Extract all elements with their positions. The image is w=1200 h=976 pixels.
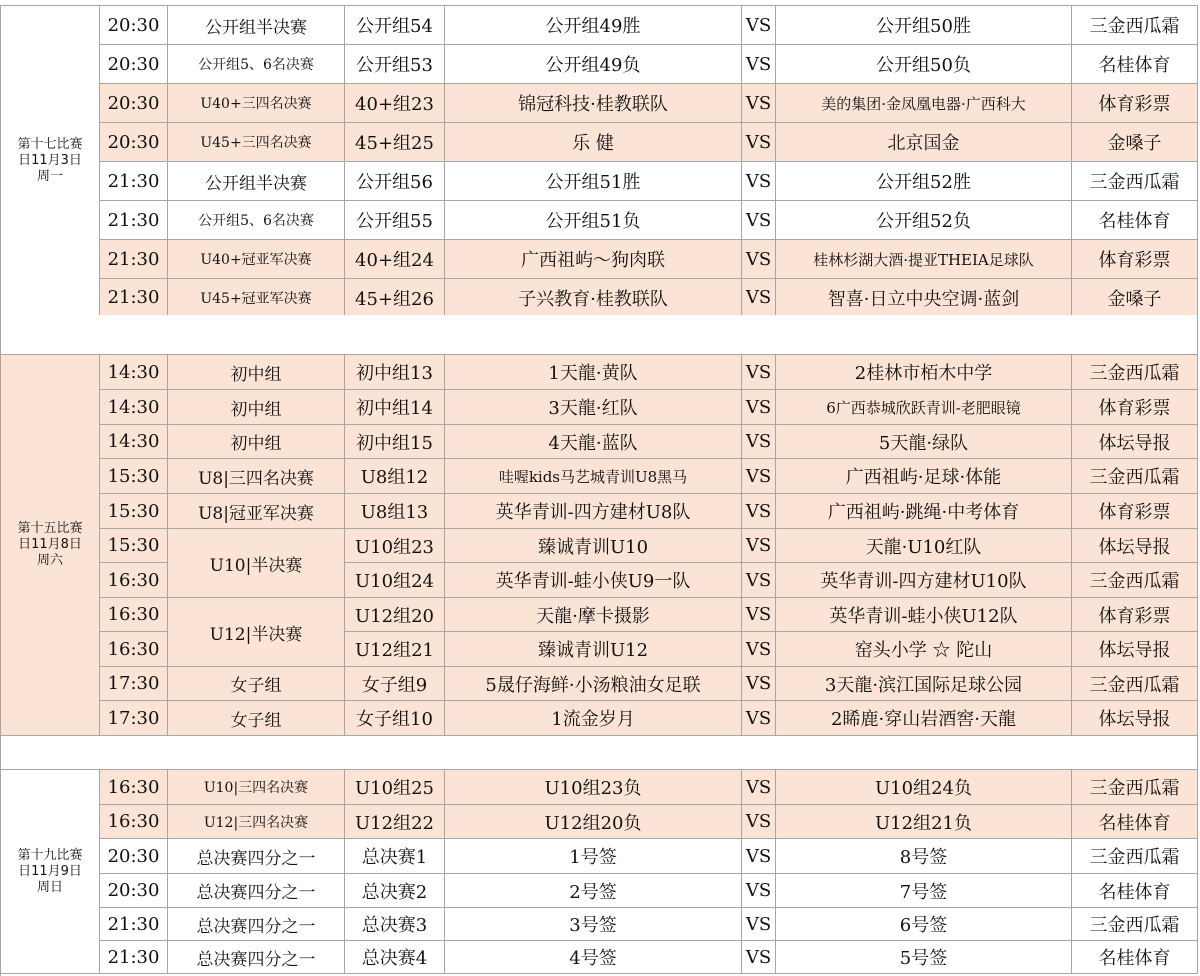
group-cell: 总决赛四分之一 <box>168 941 345 974</box>
away-team-cell: 公开组52胜 <box>776 162 1072 201</box>
vs-cell: VS <box>742 770 776 805</box>
sponsor-cell: 三金西瓜霜 <box>1072 162 1198 201</box>
vs-cell: VS <box>742 701 776 736</box>
sponsor-cell: 名桂体育 <box>1072 201 1198 240</box>
group-cell: 初中组 <box>168 390 345 425</box>
group-cell: 总决赛四分之一 <box>168 839 345 874</box>
vs-cell: VS <box>742 598 776 632</box>
home-team-cell: 乐 健 <box>445 123 742 162</box>
home-team-cell: 1号签 <box>445 839 742 874</box>
vs-cell: VS <box>742 45 776 84</box>
sponsor-cell: 体育彩票 <box>1072 390 1198 425</box>
sponsor-cell: 名桂体育 <box>1072 45 1198 84</box>
sponsor-cell: 三金西瓜霜 <box>1072 459 1198 494</box>
match-id-cell: 总决赛1 <box>345 839 445 874</box>
away-team-cell: 英华青训-蛙小侠U12队 <box>776 598 1072 632</box>
time-cell: 16:30 <box>100 770 168 805</box>
home-team-cell: 3号签 <box>445 908 742 941</box>
group-cell: 公开组半决赛 <box>168 6 345 45</box>
match-id-cell: U8组13 <box>345 494 445 529</box>
home-team-cell: 公开组51胜 <box>445 162 742 201</box>
vs-cell: VS <box>742 279 776 317</box>
sponsor-cell: 体坛导报 <box>1072 425 1198 459</box>
time-cell: 15:30 <box>100 494 168 529</box>
time-cell: 16:30 <box>100 598 168 632</box>
group-cell: 公开组5、6名决赛 <box>168 201 345 240</box>
match-id-cell: U10组23 <box>345 529 445 563</box>
sponsor-cell: 名桂体育 <box>1072 874 1198 908</box>
away-team-cell: 美的集团·金凤凰电器·广西科大 <box>776 84 1072 123</box>
sponsor-cell: 体育彩票 <box>1072 494 1198 529</box>
home-team-cell: 1天龍·黄队 <box>445 355 742 390</box>
group-cell: 女子组 <box>168 701 345 736</box>
group-cell: U40+三四名决赛 <box>168 84 345 123</box>
away-team-cell: 2睎鹿·穿山岩酒窖·天龍 <box>776 701 1072 736</box>
group-cell: 初中组 <box>168 355 345 390</box>
match-id-cell: 初中组13 <box>345 355 445 390</box>
vs-cell: VS <box>742 908 776 941</box>
match-id-cell: 45+组25 <box>345 123 445 162</box>
group-cell: U10|半决赛 <box>168 529 345 598</box>
sponsor-cell: 金嗓子 <box>1072 123 1198 162</box>
match-id-cell: 初中组15 <box>345 425 445 459</box>
section-separator-row <box>1 315 1198 355</box>
time-cell: 16:30 <box>100 563 168 598</box>
time-cell: 14:30 <box>100 355 168 390</box>
away-team-cell: 6广西恭城欣跃青训-老肥眼镜 <box>776 390 1072 425</box>
away-team-cell: 公开组50负 <box>776 45 1072 84</box>
sponsor-cell: 体育彩票 <box>1072 240 1198 279</box>
vs-cell: VS <box>742 355 776 390</box>
time-cell: 14:30 <box>100 390 168 425</box>
group-cell: U45+三四名决赛 <box>168 123 345 162</box>
away-team-cell: 英华青训-四方建材U10队 <box>776 563 1072 598</box>
time-cell: 20:30 <box>100 839 168 874</box>
home-team-cell: 公开组51负 <box>445 201 742 240</box>
match-id-cell: 40+组23 <box>345 84 445 123</box>
away-team-cell: 智喜·日立中央空调·蓝剑 <box>776 279 1072 317</box>
vs-cell: VS <box>742 6 776 45</box>
home-team-cell: 锦冠科技·桂教联队 <box>445 84 742 123</box>
section-separator-row <box>1 736 1198 770</box>
match-id-cell: 总决赛4 <box>345 941 445 974</box>
home-team-cell: U10组23负 <box>445 770 742 805</box>
group-cell: U8|三四名决赛 <box>168 459 345 494</box>
match-id-cell: 40+组24 <box>345 240 445 279</box>
group-cell: U12|半决赛 <box>168 598 345 667</box>
away-team-cell: 天龍·U10红队 <box>776 529 1072 563</box>
match-id-cell: U12组20 <box>345 598 445 632</box>
match-id-cell: 公开组53 <box>345 45 445 84</box>
sponsor-cell: 三金西瓜霜 <box>1072 667 1198 701</box>
match-id-cell: U10组25 <box>345 770 445 805</box>
match-id-cell: 总决赛3 <box>345 908 445 941</box>
day-label-cell: 第十七比赛 日11月3日 周一 <box>1 6 100 317</box>
group-cell: U12|三四名决赛 <box>168 805 345 839</box>
home-team-cell: 4号签 <box>445 941 742 974</box>
home-team-cell: 5晟仔海鲜·小汤粮油女足联 <box>445 667 742 701</box>
vs-cell: VS <box>742 874 776 908</box>
away-team-cell: 窑头小学 ☆ 陀山 <box>776 632 1072 667</box>
home-team-cell: 1流金岁月 <box>445 701 742 736</box>
time-cell: 21:30 <box>100 240 168 279</box>
vs-cell: VS <box>742 941 776 974</box>
away-team-cell: 5号签 <box>776 941 1072 974</box>
home-team-cell: 天龍·摩卡摄影 <box>445 598 742 632</box>
home-team-cell: 广西祖屿～狗肉联 <box>445 240 742 279</box>
sponsor-cell: 三金西瓜霜 <box>1072 355 1198 390</box>
vs-cell: VS <box>742 563 776 598</box>
home-team-cell: 臻诚青训U12 <box>445 632 742 667</box>
home-team-cell: 哇喔kids马艺城青训U8黑马 <box>445 459 742 494</box>
group-cell: 公开组5、6名决赛 <box>168 45 345 84</box>
sponsor-cell: 三金西瓜霜 <box>1072 908 1198 941</box>
day-label-cell: 第十五比赛 日11月8日 周六 <box>1 355 100 736</box>
group-cell: 总决赛四分之一 <box>168 908 345 941</box>
vs-cell: VS <box>742 632 776 667</box>
match-id-cell: 总决赛2 <box>345 874 445 908</box>
group-cell: 总决赛四分之一 <box>168 874 345 908</box>
time-cell: 21:30 <box>100 908 168 941</box>
match-id-cell: U10组24 <box>345 563 445 598</box>
home-team-cell: 3天龍·红队 <box>445 390 742 425</box>
vs-cell: VS <box>742 459 776 494</box>
home-team-cell: 2号签 <box>445 874 742 908</box>
home-team-cell: U12组20负 <box>445 805 742 839</box>
home-team-cell: 英华青训-蛙小侠U9一队 <box>445 563 742 598</box>
sponsor-cell: 名桂体育 <box>1072 941 1198 974</box>
sponsor-cell: 三金西瓜霜 <box>1072 6 1198 45</box>
time-cell: 16:30 <box>100 632 168 667</box>
sponsor-cell: 金嗓子 <box>1072 279 1198 317</box>
match-id-cell: 初中组14 <box>345 390 445 425</box>
away-team-cell: 桂林杉湖大酒·提亚THEIA足球队 <box>776 240 1072 279</box>
group-cell: U10|三四名决赛 <box>168 770 345 805</box>
vs-cell: VS <box>742 805 776 839</box>
group-cell: U40+冠亚军决赛 <box>168 240 345 279</box>
vs-cell: VS <box>742 425 776 459</box>
vs-cell: VS <box>742 162 776 201</box>
time-cell: 16:30 <box>100 805 168 839</box>
day-label-cell: 第十九比赛 日11月9日 周日 <box>1 770 100 974</box>
time-cell: 20:30 <box>100 45 168 84</box>
sponsor-cell: 体坛导报 <box>1072 529 1198 563</box>
vs-cell: VS <box>742 84 776 123</box>
vs-cell: VS <box>742 240 776 279</box>
time-cell: 17:30 <box>100 667 168 701</box>
time-cell: 15:30 <box>100 529 168 563</box>
home-team-cell: 公开组49胜 <box>445 6 742 45</box>
match-id-cell: 公开组56 <box>345 162 445 201</box>
time-cell: 21:30 <box>100 162 168 201</box>
match-id-cell: 45+组26 <box>345 279 445 317</box>
time-cell: 20:30 <box>100 6 168 45</box>
sponsor-cell: 三金西瓜霜 <box>1072 563 1198 598</box>
sponsor-cell: 体坛导报 <box>1072 701 1198 736</box>
away-team-cell: 公开组52负 <box>776 201 1072 240</box>
time-cell: 21:30 <box>100 941 168 974</box>
sponsor-cell: 体育彩票 <box>1072 84 1198 123</box>
home-team-cell: 4天龍·蓝队 <box>445 425 742 459</box>
match-id-cell: 公开组54 <box>345 6 445 45</box>
time-cell: 20:30 <box>100 123 168 162</box>
sponsor-cell: 三金西瓜霜 <box>1072 839 1198 874</box>
match-id-cell: U8组12 <box>345 459 445 494</box>
time-cell: 14:30 <box>100 425 168 459</box>
away-team-cell: 8号签 <box>776 839 1072 874</box>
away-team-cell: U10组24负 <box>776 770 1072 805</box>
group-cell: 女子组 <box>168 667 345 701</box>
away-team-cell: 广西祖屿·跳绳·中考体育 <box>776 494 1072 529</box>
away-team-cell: 6号签 <box>776 908 1072 941</box>
match-id-cell: U12组22 <box>345 805 445 839</box>
home-team-cell: 臻诚青训U10 <box>445 529 742 563</box>
match-id-cell: 公开组55 <box>345 201 445 240</box>
time-cell: 17:30 <box>100 701 168 736</box>
sponsor-cell: 体坛导报 <box>1072 632 1198 667</box>
vs-cell: VS <box>742 201 776 240</box>
group-cell: U45+冠亚军决赛 <box>168 279 345 317</box>
time-cell: 21:30 <box>100 201 168 240</box>
time-cell: 15:30 <box>100 459 168 494</box>
match-id-cell: U12组21 <box>345 632 445 667</box>
time-cell: 21:30 <box>100 279 168 317</box>
away-team-cell: U12组21负 <box>776 805 1072 839</box>
away-team-cell: 2桂林市栢木中学 <box>776 355 1072 390</box>
home-team-cell: 公开组49负 <box>445 45 742 84</box>
match-id-cell: 女子组10 <box>345 701 445 736</box>
vs-cell: VS <box>742 494 776 529</box>
sponsor-cell: 体育彩票 <box>1072 598 1198 632</box>
vs-cell: VS <box>742 839 776 874</box>
sponsor-cell: 三金西瓜霜 <box>1072 770 1198 805</box>
match-id-cell: 女子组9 <box>345 667 445 701</box>
group-cell: U8|冠亚军决赛 <box>168 494 345 529</box>
home-team-cell: 子兴教育·桂教联队 <box>445 279 742 317</box>
away-team-cell: 3天龍·滨江国际足球公园 <box>776 667 1072 701</box>
time-cell: 20:30 <box>100 874 168 908</box>
away-team-cell: 广西祖屿·足球·体能 <box>776 459 1072 494</box>
home-team-cell: 英华青训-四方建材U8队 <box>445 494 742 529</box>
time-cell: 20:30 <box>100 84 168 123</box>
group-cell: 公开组半决赛 <box>168 162 345 201</box>
vs-cell: VS <box>742 390 776 425</box>
away-team-cell: 7号签 <box>776 874 1072 908</box>
away-team-cell: 北京国金 <box>776 123 1072 162</box>
away-team-cell: 5天龍·绿队 <box>776 425 1072 459</box>
away-team-cell: 公开组50胜 <box>776 6 1072 45</box>
vs-cell: VS <box>742 529 776 563</box>
vs-cell: VS <box>742 667 776 701</box>
sponsor-cell: 名桂体育 <box>1072 805 1198 839</box>
vs-cell: VS <box>742 123 776 162</box>
group-cell: 初中组 <box>168 425 345 459</box>
